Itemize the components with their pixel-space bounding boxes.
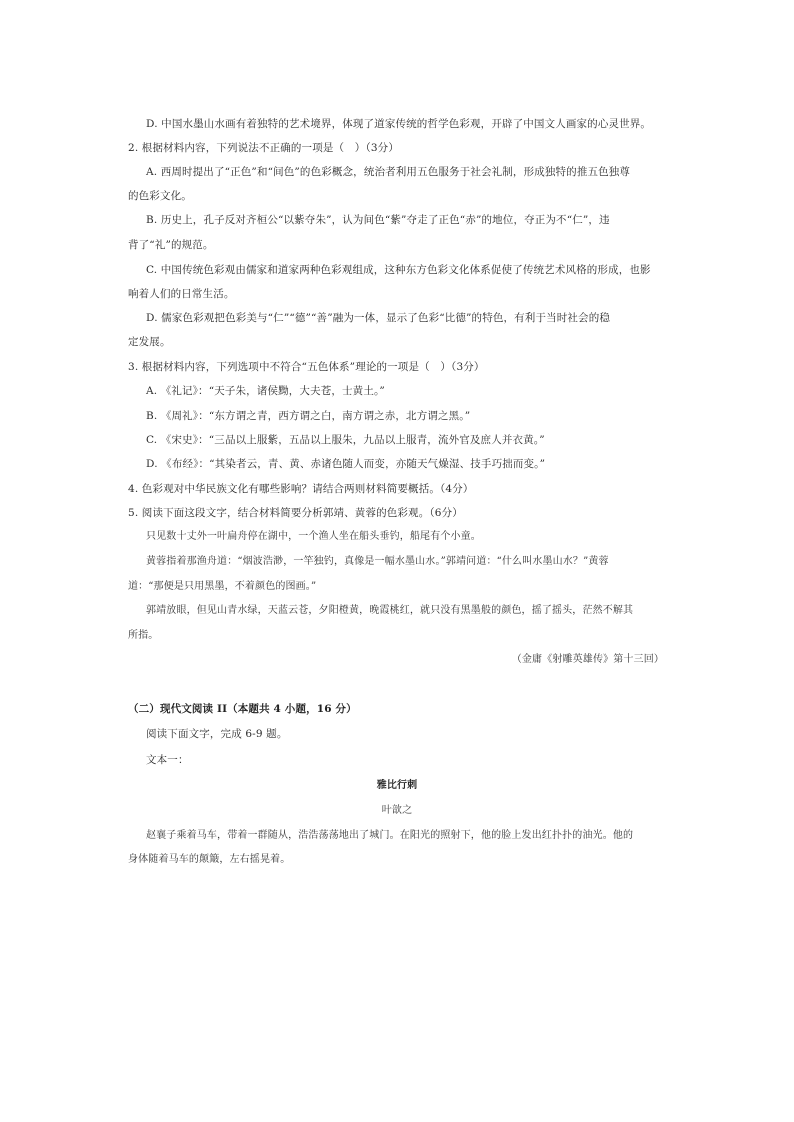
excerpt-line-5: 所指。	[128, 630, 159, 641]
q2-option-c-cont: 响着人们的日常生活。	[128, 288, 235, 300]
q2-option-b: B. 历史上，孔子反对齐桓公“以紫夺朱”，认为间色“紫”夺走了正色“赤”的地位，夺正为不“仁”，违	[146, 214, 610, 226]
q2-option-d: D. 儒家色彩观把色彩美与“仁”“德”“善”融为一体，显示了色彩“比德”的特色，有利于当时社会的稳	[146, 312, 611, 324]
q2-option-a-cont: 的色彩文化。	[128, 190, 192, 202]
q3-option-a: A. 《礼记》：“天子朱，诸侯黝，大夫苍，士黄土。”	[146, 385, 385, 397]
q2-option-c: C. 中国传统色彩观由儒家和道家两种色彩观组成，这种东方色彩文化体系促使了传统艺术风格的形成，也影	[146, 264, 651, 276]
section-instruction: 阅读下面文字，完成 6-9 题。	[146, 728, 288, 740]
excerpt-line-4: 郭靖放眼，但见山青水绿，天蓝云苍，夕阳橙黄，晚霞桃红，就只没有黑墨般的颜色，摇了摇头，茫然不解其	[146, 605, 634, 616]
q3-option-b: B. 《周礼》：“东方谓之青，西方谓之白，南方谓之赤，北方谓之黑。”	[146, 410, 471, 422]
question-5: 5. 阅读下面这段文字，结合材料简要分析郭靖、黄蓉的色彩观。（6分）	[128, 507, 463, 519]
question-4: 4. 色彩观对中华民族文化有哪些影响？请结合两则材料简要概括。（4分）	[128, 483, 474, 495]
excerpt-line-1: 只见数十丈外一叶扁舟停在湖中，一个渔人坐在船头垂钓，船尾有个小童。	[146, 531, 481, 542]
excerpt-line-2: 黄蓉指着那渔舟道：“烟波浩渺，一竿独钓，真像是一幅水墨山水。”郭靖问道：“什么叫水墨山水？”黄蓉	[146, 556, 609, 567]
q3-option-d: D. 《布经》：“其染者云，青、黄、赤诸色随人而变，亦随天气燥湿、技手巧拙而变。”	[146, 458, 546, 470]
q2-option-d-cont: 定发展。	[128, 336, 171, 348]
excerpt-line-3: 道：“那便是只用黑墨，不着颜色的图画。”	[128, 581, 317, 592]
excerpt-source: （金庸《射雕英雄传》第十三回）	[511, 654, 664, 665]
story-author: 叶歆之	[381, 805, 413, 816]
question-3: 3. 根据材料内容，下列选项中不符合“五色体系”理论的一项是（ ）（3分）	[128, 361, 485, 373]
q2-option-a: A. 西周时提出了“正色”和“间色”的色彩概念，统治者利用五色服务于社会礼制，形成独特的推五色独尊	[146, 166, 631, 178]
question-2: 2. 根据材料内容，下列说法不正确的一项是（ ）（3分）	[128, 142, 399, 154]
story-line-1: 赵襄子乘着马车，带着一群随从，浩浩荡荡地出了城门。在阳光的照射下，他的脸上发出红扑扑的油光。他的	[146, 830, 634, 841]
option-d-previous: D. 中国水墨山水画有着独特的艺术境界，体现了道家传统的哲学色彩观，开辟了中国文人画家的心灵世界。	[146, 118, 652, 130]
story-line-2: 身体随着马车的颠簸，左右摇晃着。	[128, 854, 291, 865]
text-one-label: 文本一：	[146, 754, 189, 766]
section-heading: （二）现代文阅读 II（本题共 4 小题，16 分）	[128, 703, 357, 715]
q3-option-c: C. 《宋史》：“三品以上服紫，五品以上服朱，九品以上服青，流外官及庶人并衣黄。”	[146, 434, 545, 446]
story-title: 雅比行刺	[376, 780, 418, 791]
q2-option-b-cont: 背了“礼”的规范。	[128, 239, 214, 251]
